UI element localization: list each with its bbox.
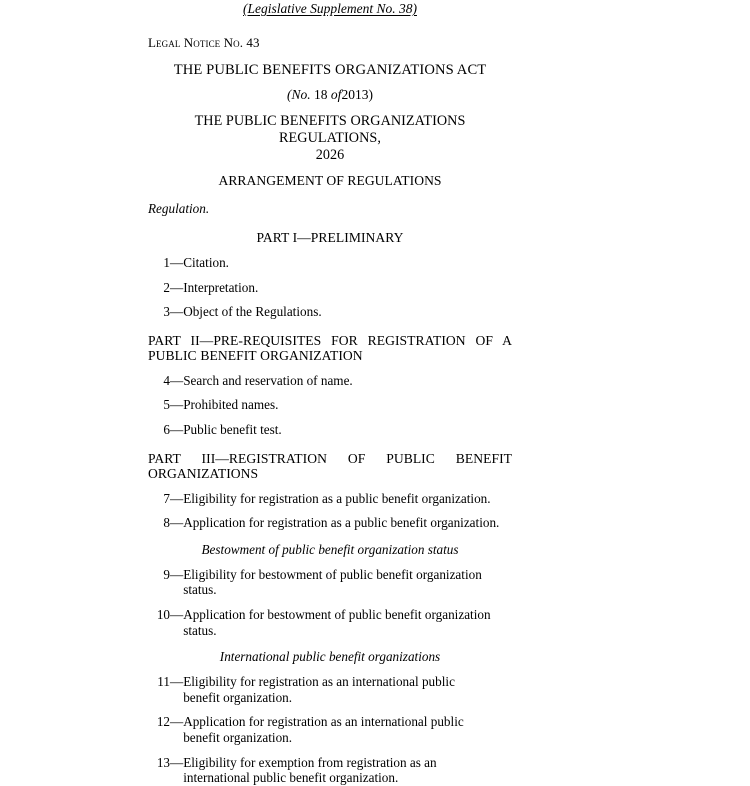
item-number: 6 xyxy=(163,421,170,437)
item-text: Citation. xyxy=(183,255,229,270)
item-dash: — xyxy=(170,606,184,622)
list-item xyxy=(148,255,512,271)
legal-notice-prefix: Legal Notice xyxy=(148,35,221,50)
act-number-year: 2013) xyxy=(341,87,373,102)
item-text: Prohibited names. xyxy=(183,397,279,413)
act-number-line xyxy=(148,87,512,103)
item-number: 7 xyxy=(163,490,170,506)
list-item xyxy=(148,515,512,531)
regulations-title-text: THE PUBLIC BENEFITS ORGANIZATIONS REGULATIONS, xyxy=(194,113,466,146)
item-number: 3 xyxy=(163,304,170,320)
item-dash: — xyxy=(170,421,184,437)
list-item xyxy=(148,422,512,438)
item-number: 11 xyxy=(157,674,170,690)
item-number: 5 xyxy=(163,397,170,413)
subheading-bestowment: Bestowment of public benefit organization status xyxy=(201,541,459,557)
regulations-title xyxy=(148,113,512,164)
list-item xyxy=(148,567,512,598)
item-number: 12 xyxy=(156,714,170,730)
item-text: Object of the Regulations. xyxy=(183,304,322,320)
item-number: 13 xyxy=(156,754,170,770)
list-item xyxy=(148,714,512,745)
item-text: Search and reservation of name. xyxy=(183,372,353,388)
act-number-open: (No. xyxy=(287,87,311,102)
item-dash: — xyxy=(170,397,184,413)
legislative-supplement-line xyxy=(148,1,512,17)
item-dash: — xyxy=(170,515,184,531)
item-text: Interpretation. xyxy=(183,279,259,295)
item-dash: — xyxy=(170,372,184,388)
item-dash: — xyxy=(170,674,184,690)
item-text: Eligibility for bestowment of public benefit organization status. xyxy=(183,566,482,598)
item-dash: — xyxy=(170,279,184,295)
item-text: Application for registration as a public benefit organization. xyxy=(183,515,500,531)
item-text: Application for bestowment of public benefit organization status. xyxy=(183,606,491,638)
document-page xyxy=(148,0,512,786)
item-dash: — xyxy=(170,566,184,582)
item-text: Eligibility for registration as a public benefit organization. xyxy=(183,490,491,506)
item-dash: — xyxy=(170,255,184,270)
item-number: 4 xyxy=(163,372,170,388)
part-heading-2: PART II—PRE-REQUISITES FOR REGISTRATION OF A PUBLIC BENEFIT ORGANIZATION xyxy=(148,332,512,364)
subheading-international: International public benefit organizations xyxy=(219,649,441,665)
list-item xyxy=(148,373,512,389)
act-number-of: of xyxy=(330,87,342,102)
item-number: 1 xyxy=(163,255,170,270)
act-number-value: 18 xyxy=(314,87,328,102)
list-item xyxy=(148,397,512,413)
legislative-supplement-text: (Legislative Supplement No. 38) xyxy=(243,1,417,16)
part-heading-3: PART III—REGISTRATION OF PUBLIC BENEFIT ORGANIZATIONS xyxy=(148,450,512,482)
item-number: 8 xyxy=(163,515,170,531)
item-text: Eligibility for exemption from registration as an international public benefit organization. xyxy=(183,754,437,786)
item-number: 10 xyxy=(156,606,170,622)
list-item xyxy=(148,304,512,320)
legal-notice-number: No. 43 xyxy=(223,35,260,50)
item-dash: — xyxy=(170,304,184,320)
list-item xyxy=(148,607,512,638)
item-text: Eligibility for registration as an international public benefit organization. xyxy=(183,674,455,705)
list-item xyxy=(148,755,512,786)
item-dash: — xyxy=(170,714,184,730)
list-item xyxy=(148,280,512,296)
item-text: Public benefit test. xyxy=(183,421,282,437)
regulations-year: 2026 xyxy=(315,147,345,163)
legal-notice-line xyxy=(148,35,512,50)
item-number: 2 xyxy=(163,279,170,295)
arrangement-heading: ARRANGEMENT OF REGULATIONS xyxy=(218,173,442,188)
list-item xyxy=(148,674,512,705)
item-number: 9 xyxy=(163,566,170,582)
item-dash: — xyxy=(170,754,184,770)
list-item xyxy=(148,491,512,507)
act-title: THE PUBLIC BENEFITS ORGANIZATIONS ACT xyxy=(173,62,487,78)
item-text: Application for registration as an international public benefit organization. xyxy=(183,714,464,745)
regulation-column-label: Regulation. xyxy=(148,201,210,216)
item-dash: — xyxy=(170,490,184,506)
part-heading-1: PART I—PRELIMINARY xyxy=(256,230,404,245)
